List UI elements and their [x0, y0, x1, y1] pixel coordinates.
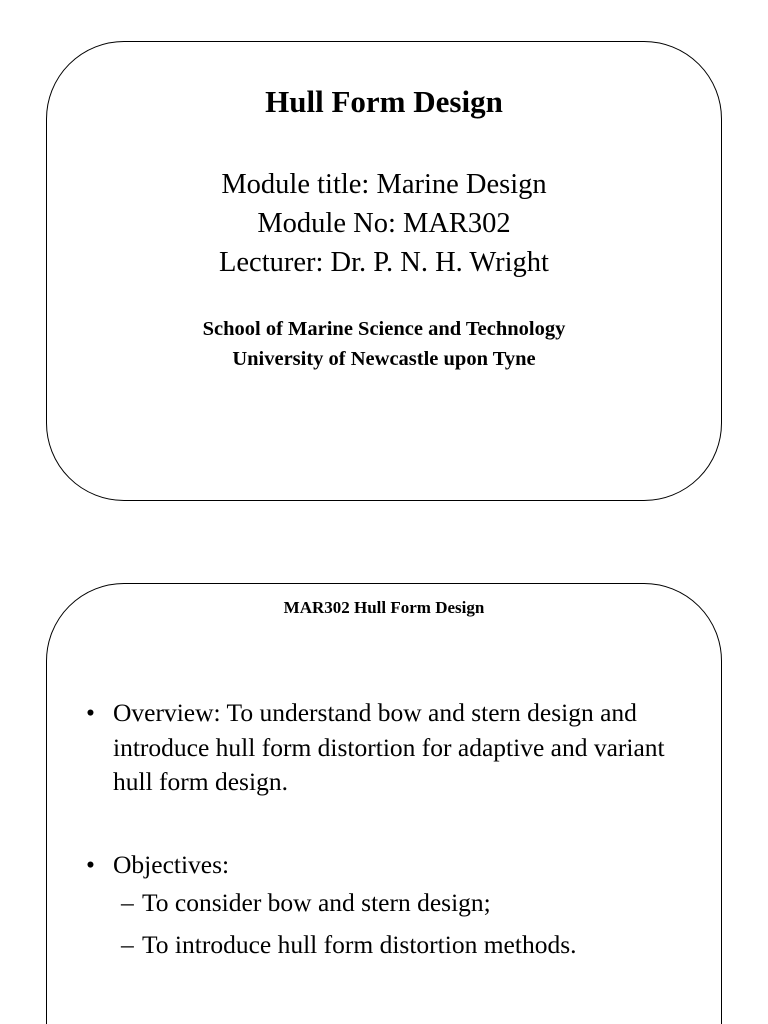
sub-item-text: To consider bow and stern design;: [142, 888, 491, 917]
objectives-sub-list: [113, 882, 706, 966]
sub-item: [121, 924, 706, 966]
bullet-text: Objectives:: [113, 849, 230, 879]
sub-item-marker: –: [121, 930, 134, 959]
slide-2-title: MAR302 Hull Form Design: [283, 598, 485, 617]
bullet-marker: •: [86, 698, 95, 727]
school-name: School of Marine Science and Technology: [202, 318, 566, 340]
sub-item: [121, 882, 706, 924]
university-name: University of Newcastle upon Tyne: [232, 348, 536, 370]
sub-item-text: To introduce hull form distortion methods.: [142, 930, 577, 959]
slide-2-bullet-list: [86, 696, 706, 966]
sub-item-marker: –: [121, 888, 134, 917]
module-number: Module No: MAR302: [257, 208, 511, 239]
institution-info: [0, 314, 768, 374]
module-title: Module title: Marine Design: [221, 169, 547, 200]
bullet-objectives: [86, 848, 706, 967]
bullet-text: Overview: To understand bow and stern design and introduce hull form distortion for adaptive and variant hull form design.: [113, 698, 665, 796]
slide-1-title: Hull Form Design: [265, 84, 503, 119]
bullet-marker: •: [86, 849, 95, 879]
lecturer: Lecturer: Dr. P. N. H. Wright: [219, 247, 549, 278]
module-info: [0, 165, 768, 282]
bullet-overview: [86, 696, 706, 800]
